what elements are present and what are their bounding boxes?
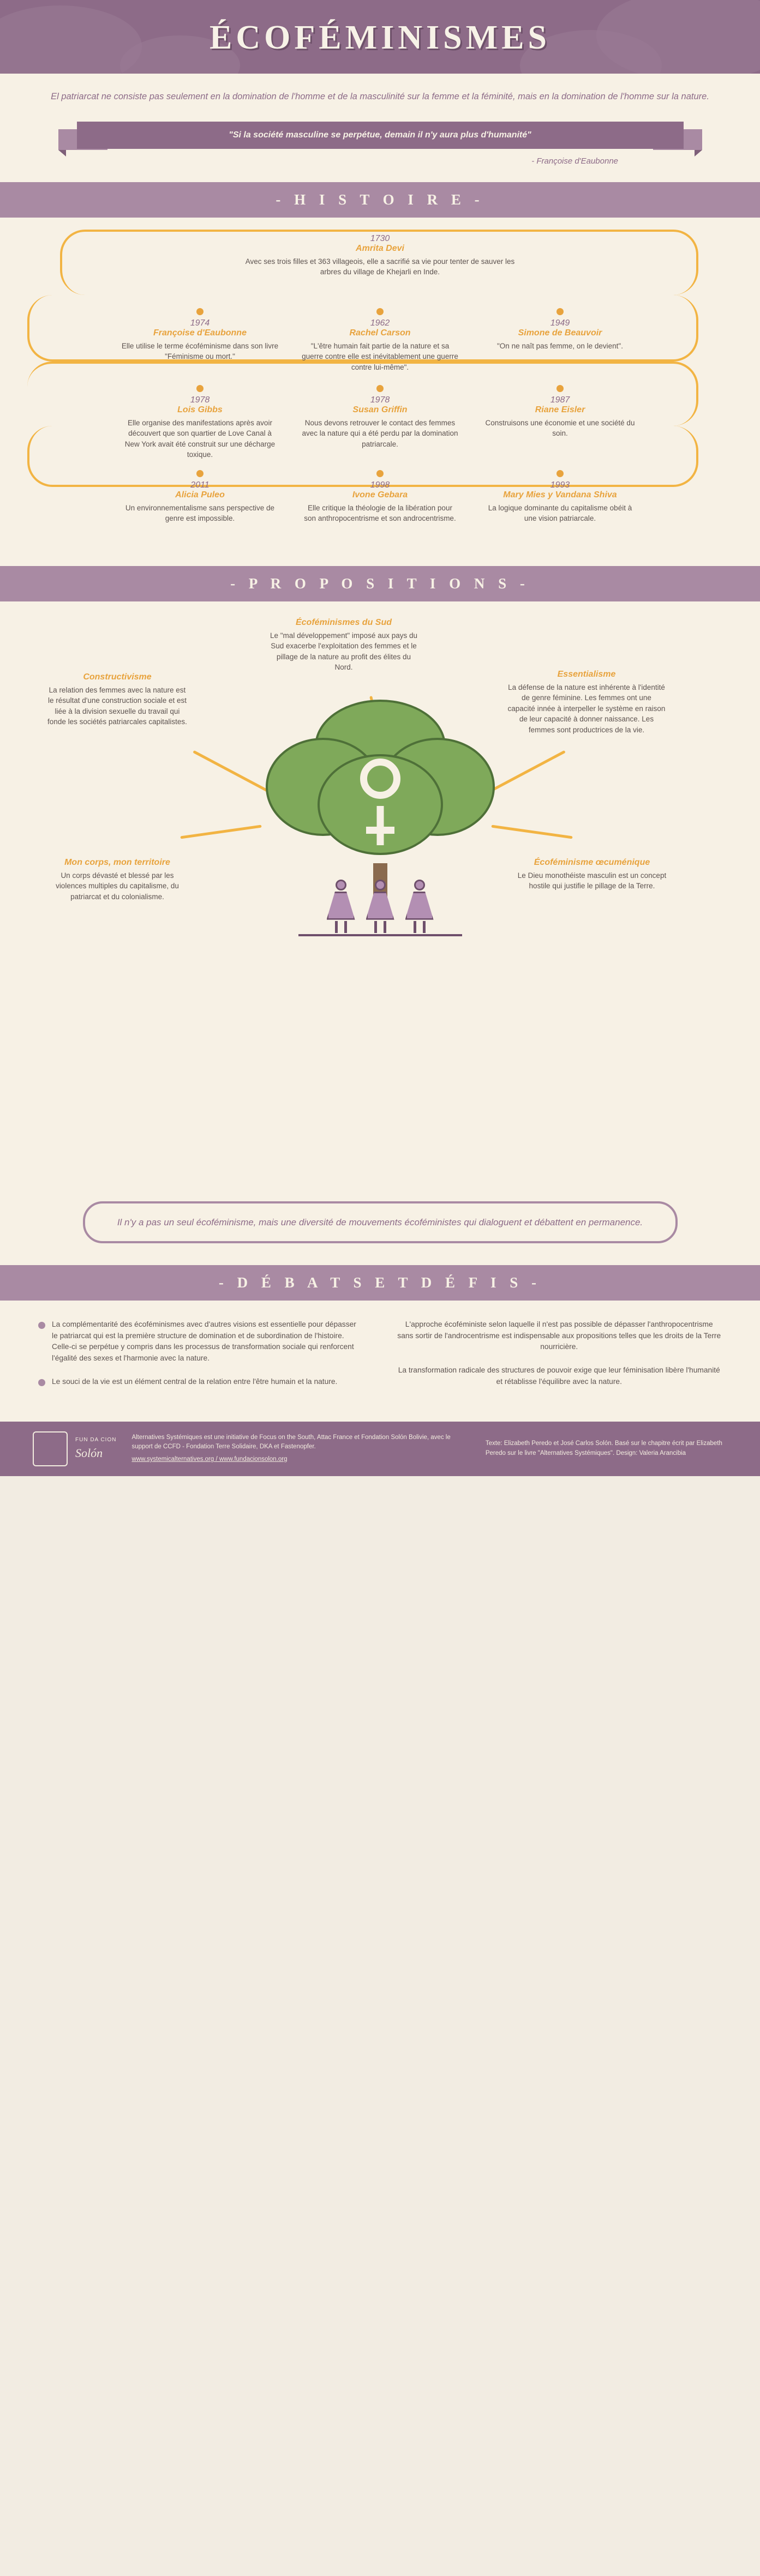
people-group bbox=[324, 880, 436, 933]
venus-symbol-icon bbox=[360, 759, 400, 799]
ground-line bbox=[298, 934, 462, 936]
quote-text: "Si la société masculine se perpétue, demain il n'y aura plus d'humanité" bbox=[77, 122, 684, 149]
proposition-essentialisme bbox=[507, 670, 666, 736]
timeline-text: Un environnementalisme sans perspective de genre est impossible. bbox=[125, 503, 275, 523]
timeline-dot bbox=[196, 470, 204, 477]
section-bar-propositions bbox=[0, 566, 760, 601]
timeline-name: Amrita Devi bbox=[356, 243, 404, 253]
timeline-name: Susan Griffin bbox=[352, 405, 408, 414]
section-title-debats: - D É B A T S E T D É F I S - bbox=[218, 1274, 542, 1291]
timeline-dot bbox=[556, 385, 564, 392]
debat-text: La transformation radicale des structures de pouvoir exige que leur féminisation libère l'humanité et rétablisse l'équilibre avec la nature. bbox=[398, 1366, 720, 1386]
person-body bbox=[405, 892, 434, 920]
timeline-text: La logique dominante du capitalisme obéit à une vision patriarcale. bbox=[488, 503, 632, 523]
propositions-section bbox=[0, 601, 760, 1190]
person-figure bbox=[363, 880, 397, 933]
timeline-dot bbox=[556, 470, 564, 477]
timeline-dot bbox=[376, 470, 384, 477]
proposition-heading: Mon corps, mon territoire bbox=[64, 857, 170, 867]
timeline-name: Alicia Puleo bbox=[175, 490, 225, 499]
sun-ray bbox=[180, 824, 261, 839]
section-title-histoire: - H I S T O I R E - bbox=[276, 191, 484, 208]
timeline-name: Riane Eisler bbox=[535, 405, 585, 414]
timeline-dot bbox=[376, 385, 384, 392]
proposition-text: La relation des femmes avec la nature est le résultat d'une construction sociale et est liée à la division sexuelle du travail qui fonde les sociétés patriarcales capitalistes. bbox=[47, 685, 187, 726]
stamp-logo-icon bbox=[33, 1431, 68, 1466]
timeline-dot bbox=[196, 385, 204, 392]
section-bar-debats bbox=[0, 1265, 760, 1301]
person-head bbox=[414, 880, 425, 890]
timeline-dot bbox=[376, 308, 384, 315]
timeline-year: 2011 bbox=[190, 480, 210, 490]
timeline-name: Lois Gibbs bbox=[177, 405, 223, 414]
timeline-year: 1978 bbox=[190, 395, 210, 405]
proposition-text: Le "mal développement" imposé aux pays du Sud exacerbe l'exploitation des femmes et le pillage de la nature au profit des élites du Nord. bbox=[270, 631, 417, 672]
timeline-card bbox=[478, 308, 642, 373]
timeline-name: Rachel Carson bbox=[349, 328, 411, 338]
timeline-card bbox=[478, 470, 642, 524]
footer-url-link[interactable]: www.systemicalternatives.org / www.fundacionsolon.org bbox=[131, 1456, 288, 1463]
bullet-icon bbox=[38, 1379, 45, 1386]
person-legs bbox=[403, 921, 436, 933]
person-head bbox=[336, 880, 346, 890]
histoire-section bbox=[0, 218, 760, 566]
proposition-text: Un corps dévasté et blessé par les violences multiples du capitalisme, du patriarcat et du colonialisme. bbox=[56, 871, 179, 901]
footer-credit-text: Alternatives Systémiques est une initiative de Focus on the South, Attac France et Fondation Solón Bolivie, avec le support de CCFD - Fondation Terre Solidaire, DKA et Fastenopfer. bbox=[131, 1434, 451, 1450]
proposition-heading: Écoféminisme œcuménique bbox=[534, 857, 650, 867]
timeline-name: Simone de Beauvoir bbox=[518, 328, 602, 338]
timeline-card bbox=[298, 308, 462, 373]
person-legs bbox=[363, 921, 397, 933]
footer bbox=[0, 1422, 760, 1476]
section-title-propositions: - P R O P O S I T I O N S - bbox=[230, 575, 530, 592]
timeline-text: Avec ses trois filles et 363 villageois, elle a sacrifié sa vie pour tenter de sauver les arbres du village de Khejarli en Inde. bbox=[245, 257, 515, 276]
intro-section bbox=[0, 74, 760, 110]
timeline-card bbox=[238, 234, 522, 278]
timeline-year: 1974 bbox=[190, 318, 210, 328]
foundation-logo: FUN DA CION Solón bbox=[75, 1436, 117, 1460]
person-figure bbox=[324, 880, 358, 933]
list-item bbox=[397, 1365, 722, 1387]
timeline-text: "On ne naît pas femme, on le devient". bbox=[497, 341, 623, 350]
list-item bbox=[38, 1319, 364, 1364]
timeline-text: Elle critique la théologie de la libération pour son anthropocentrisme et son androcentrisme. bbox=[304, 503, 456, 523]
quote-section bbox=[0, 110, 760, 182]
proposition-oecumenique bbox=[516, 858, 668, 892]
timeline-year: 1993 bbox=[550, 480, 570, 490]
timeline-year: 1949 bbox=[550, 318, 570, 328]
section-bar-histoire bbox=[0, 182, 760, 218]
person-body bbox=[366, 892, 394, 920]
person-body bbox=[327, 892, 355, 920]
person-figure bbox=[403, 880, 436, 933]
footer-authors: Texte: Elizabeth Peredo et José Carlos Solón. Basé sur le chapitre écrit par Elizabeth Peredo sur le livre "Alternatives Systémiques". Design: Valeria Arancibia bbox=[485, 1440, 722, 1456]
timeline-text: Nous devons retrouver le contact des femmes avec la nature qui a été perdu par la domination patriarcale. bbox=[302, 418, 458, 448]
timeline-year: 1730 bbox=[370, 233, 390, 243]
debat-text: L'approche écoféministe selon laquelle il n'est pas possible de dépasser l'anthropocentrisme sans sortir de l'androcentrisme est indispensable aux propositions telles que les droits de la Terre nourricière. bbox=[397, 1320, 721, 1351]
timeline-name: Ivone Gebara bbox=[352, 490, 408, 499]
timeline-year: 1998 bbox=[370, 480, 390, 490]
footer-logos bbox=[33, 1431, 116, 1466]
proposition-heading: Écoféminismes du Sud bbox=[295, 617, 392, 627]
timeline-card bbox=[298, 470, 462, 524]
conclusion-text: Il n'y a pas un seul écoféminisme, mais une diversité de mouvements écoféministes qui dialoguent et débattent en permanence. bbox=[83, 1201, 678, 1244]
debat-text: La complémentarité des écoféminismes avec d'autres visions est essentielle pour dépasser le patriarcat qui est la première structure de domination et de subordination de l'histoire. Celle-ci se perpétue y compris dans les processus de transformation sociale qui renforcent l'égalité des sexes et l'harmonie avec la nature. bbox=[52, 1320, 356, 1363]
timeline-year: 1978 bbox=[370, 395, 390, 405]
timeline-year: 1987 bbox=[550, 395, 570, 405]
proposition-constructivisme bbox=[46, 672, 188, 727]
bullet-icon bbox=[38, 1322, 45, 1329]
debat-text: Le souci de la vie est un élément central de la relation entre l'être humain et la nature. bbox=[52, 1377, 338, 1386]
debats-left-column bbox=[38, 1319, 364, 1399]
quote-ribbon bbox=[58, 122, 702, 149]
timeline-card bbox=[478, 385, 642, 460]
proposition-sud bbox=[270, 618, 417, 673]
tree-crown bbox=[266, 700, 495, 869]
list-item bbox=[38, 1376, 364, 1388]
proposition-text: Le Dieu monothéiste masculin est un concept hostile qui justifie le pillage de la Terre. bbox=[517, 871, 667, 890]
timeline-dot bbox=[196, 308, 204, 315]
page-title: ÉCOFÉMINISMES bbox=[210, 19, 550, 56]
header bbox=[0, 0, 760, 74]
timeline-name: Mary Mies y Vandana Shiva bbox=[503, 490, 617, 499]
timeline-card bbox=[298, 385, 462, 460]
footer-credits bbox=[131, 1433, 470, 1465]
timeline-text: "L'être humain fait partie de la nature et sa guerre contre elle est inévitablement une guerre contre lui-même". bbox=[302, 341, 458, 371]
debats-section bbox=[0, 1301, 760, 1421]
proposition-mon-corps bbox=[46, 858, 188, 902]
timeline-text: Construisons une économie et une société du soin. bbox=[485, 418, 635, 438]
proposition-heading: Essentialisme bbox=[557, 669, 616, 679]
timeline-text: Elle utilise le terme écoféminisme dans son livre "Féminisme ou mort." bbox=[121, 341, 279, 361]
conclusion-section bbox=[0, 1190, 760, 1266]
sun-ray bbox=[487, 750, 566, 793]
debats-right-column bbox=[397, 1319, 722, 1399]
sun-ray bbox=[193, 750, 271, 793]
quote-author: - Françoise d'Eaubonne bbox=[531, 156, 618, 166]
intro-text: El patriarcat ne consiste pas seulement en la domination de l'homme et de la masculinité sur la femme et la féminité, mais en la domination de l'homme sur la nature. bbox=[51, 92, 709, 101]
timeline-name: Françoise d'Eaubonne bbox=[153, 328, 247, 338]
timeline-dot bbox=[556, 308, 564, 315]
sun-ray bbox=[491, 824, 572, 839]
timeline-card bbox=[118, 385, 282, 460]
proposition-text: La défense de la nature est inhérente à l'identité de genre féminine. Les femmes ont une capacité innée à interpeller le système en raison de leur capacité à donner naissance. Les femmes sont productrices de la vie. bbox=[507, 683, 666, 734]
timeline-card bbox=[118, 470, 282, 524]
list-item bbox=[397, 1319, 722, 1353]
timeline-card bbox=[118, 308, 282, 373]
timeline-text: Elle organise des manifestations après avoir découvert que son quartier de Love Canal à New York avait été construit sur une décharge toxique. bbox=[124, 418, 276, 459]
person-head bbox=[375, 880, 386, 890]
proposition-heading: Constructivisme bbox=[83, 672, 152, 682]
person-legs bbox=[324, 921, 358, 933]
timeline-year: 1962 bbox=[370, 318, 390, 328]
tree-illustration bbox=[266, 700, 495, 869]
